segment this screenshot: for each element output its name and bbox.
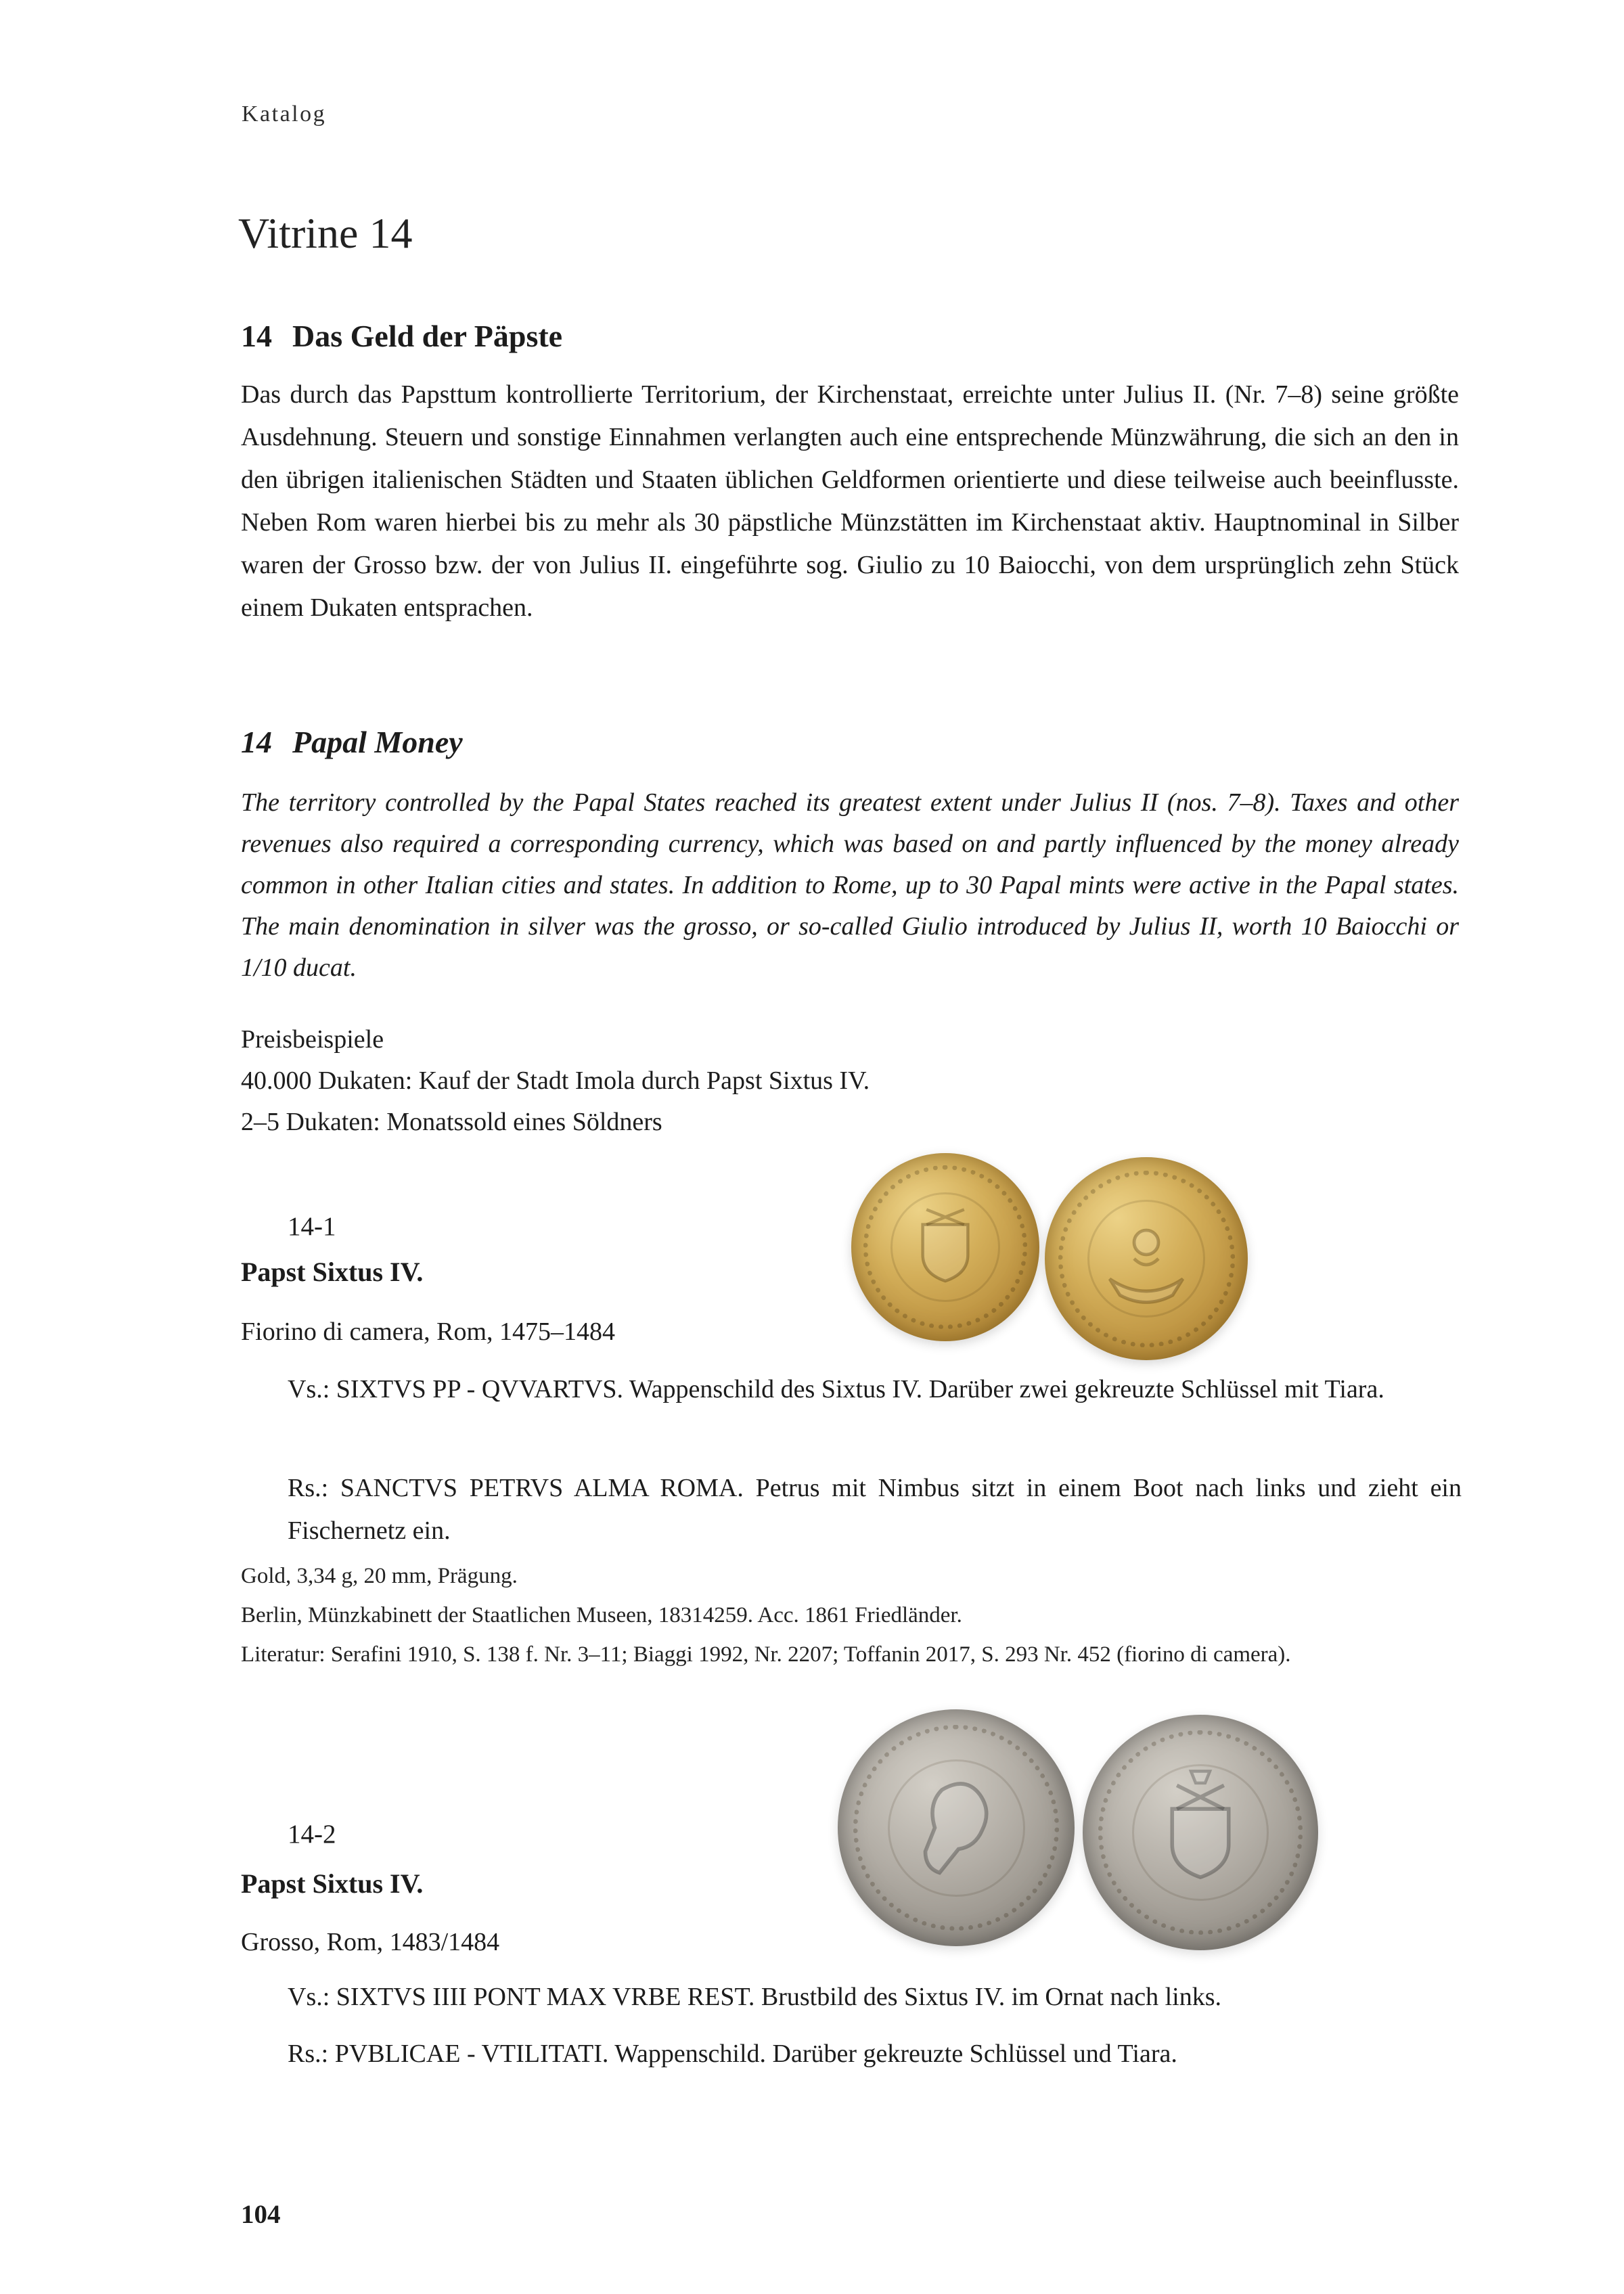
coin-photo-14-2-reverse xyxy=(1083,1715,1318,1950)
entry-reverse-description-14-2: Rs.: PVBLICAE - VTILITATI. Wappenschild. Darüber gekreuzte Schlüssel und Tiara. xyxy=(288,2040,1177,2068)
coin-keys-shield-motif xyxy=(1083,1715,1318,1950)
english-paragraph: The territory controlled by the Papal States reached its greatest extent under Julius II (nos. 7–8). Taxes and other revenues also required a corresponding currency, which was based on and partly influenced by the money already common in other Italian cities and states. In addition to Rome, up to 30 Papal mints were active in the Papal states. The main denomination in silver was the grosso, or so-called Giulio introduced by Julius II, worth 10 Baiocchi or 1/10 ducat. xyxy=(241,788,1459,982)
german-paragraph: Das durch das Papsttum kontrollierte Territorium, der Kirchenstaat, erreichte unter Julius II. (Nr. 7–8) seine größte Ausdehnung. Steuern und sonstige Einnahmen verlangten auch eine entsprechende Münzwährung, die sich an den in den übrigen italienischen Städten und Staaten üblichen Geldformen orientierte und diese teilweise auch beeinflusste. Neben Rom waren hierbei bis zu mehr als 30 päpstliche Münzstätten im Kirchenstaat aktiv. Hauptnominal in Silber waren der Grosso bzw. der von Julius II. eingeführte sog. Giulio zu 10 Baiocchi, von dem ursprünglich zehn Stück einem Dukaten entsprachen. xyxy=(241,380,1459,622)
entry-details-14-1 xyxy=(241,1556,1466,1674)
entry-title-14-1: Papst Sixtus IV. xyxy=(241,1257,424,1287)
price-examples-heading: Preisbeispiele xyxy=(241,1025,384,1054)
price-example-line: 2–5 Dukaten: Monatssold eines Söldners xyxy=(241,1108,662,1136)
page-number: 104 xyxy=(241,2200,281,2229)
entry-title-14-2: Papst Sixtus IV. xyxy=(241,1868,424,1899)
entry-subtitle-14-1: Fiorino di camera, Rom, 1475–1484 xyxy=(241,1318,616,1346)
detail-literature-line: Literatur: Serafini 1910, S. 138 f. Nr. 3–11; Biaggi 1992, Nr. 2207; Toffanin 2017, S. 293 Nr. 452 (fiorino di camera). xyxy=(241,1642,1291,1667)
coin-photo-14-1-reverse xyxy=(1045,1157,1248,1360)
entry-obverse-description-14-2: Vs.: SIXTVS IIII PONT MAX VRBE REST. Brustbild des Sixtus IV. im Ornat nach links. xyxy=(288,1983,1222,2011)
entry-obverse-description-14-1: Vs.: SIXTVS PP - QVVARTVS. Wappenschild des Sixtus IV. Darüber zwei gekreuzte Schlüssel mit Tiara. xyxy=(288,1375,1384,1403)
entry-number-14-1: 14-1 xyxy=(288,1212,336,1241)
entry-reverse-description-14-1: Rs.: SANCTVS PETRVS ALMA ROMA. Petrus mit Nimbus sitzt in einem Boot nach links und zieht ein Fischernetz ein. xyxy=(288,1474,1462,1545)
detail-material-line: Gold, 3,34 g, 20 mm, Prägung. xyxy=(241,1564,518,1588)
coin-shield-motif xyxy=(851,1153,1039,1341)
page-title: Vitrine 14 xyxy=(238,209,413,257)
section-title-german: Das Geld der Päpste xyxy=(292,319,563,353)
coin-bust-motif xyxy=(838,1709,1075,1946)
entry-number-14-2: 14-2 xyxy=(288,1820,336,1849)
price-example-line: 40.000 Dukaten: Kauf der Stadt Imola durch Papst Sixtus IV. xyxy=(241,1066,870,1095)
coin-photo-14-1-obverse xyxy=(851,1153,1039,1341)
section-number-english: 14 xyxy=(241,725,272,759)
coin-boat-motif xyxy=(1045,1157,1248,1360)
section-title-english: Papal Money xyxy=(292,725,463,759)
section-heading-english xyxy=(241,724,463,760)
section-heading-german xyxy=(241,318,562,354)
running-head: Katalog xyxy=(242,102,327,127)
detail-collection-line: Berlin, Münzkabinett der Staatlichen Museen, 18314259. Acc. 1861 Friedländer. xyxy=(241,1603,962,1627)
price-examples-block xyxy=(241,1019,870,1143)
entry-subtitle-14-2: Grosso, Rom, 1483/1484 xyxy=(241,1928,500,1956)
coin-photo-14-2-obverse xyxy=(838,1709,1075,1946)
section-number-german: 14 xyxy=(241,319,272,353)
